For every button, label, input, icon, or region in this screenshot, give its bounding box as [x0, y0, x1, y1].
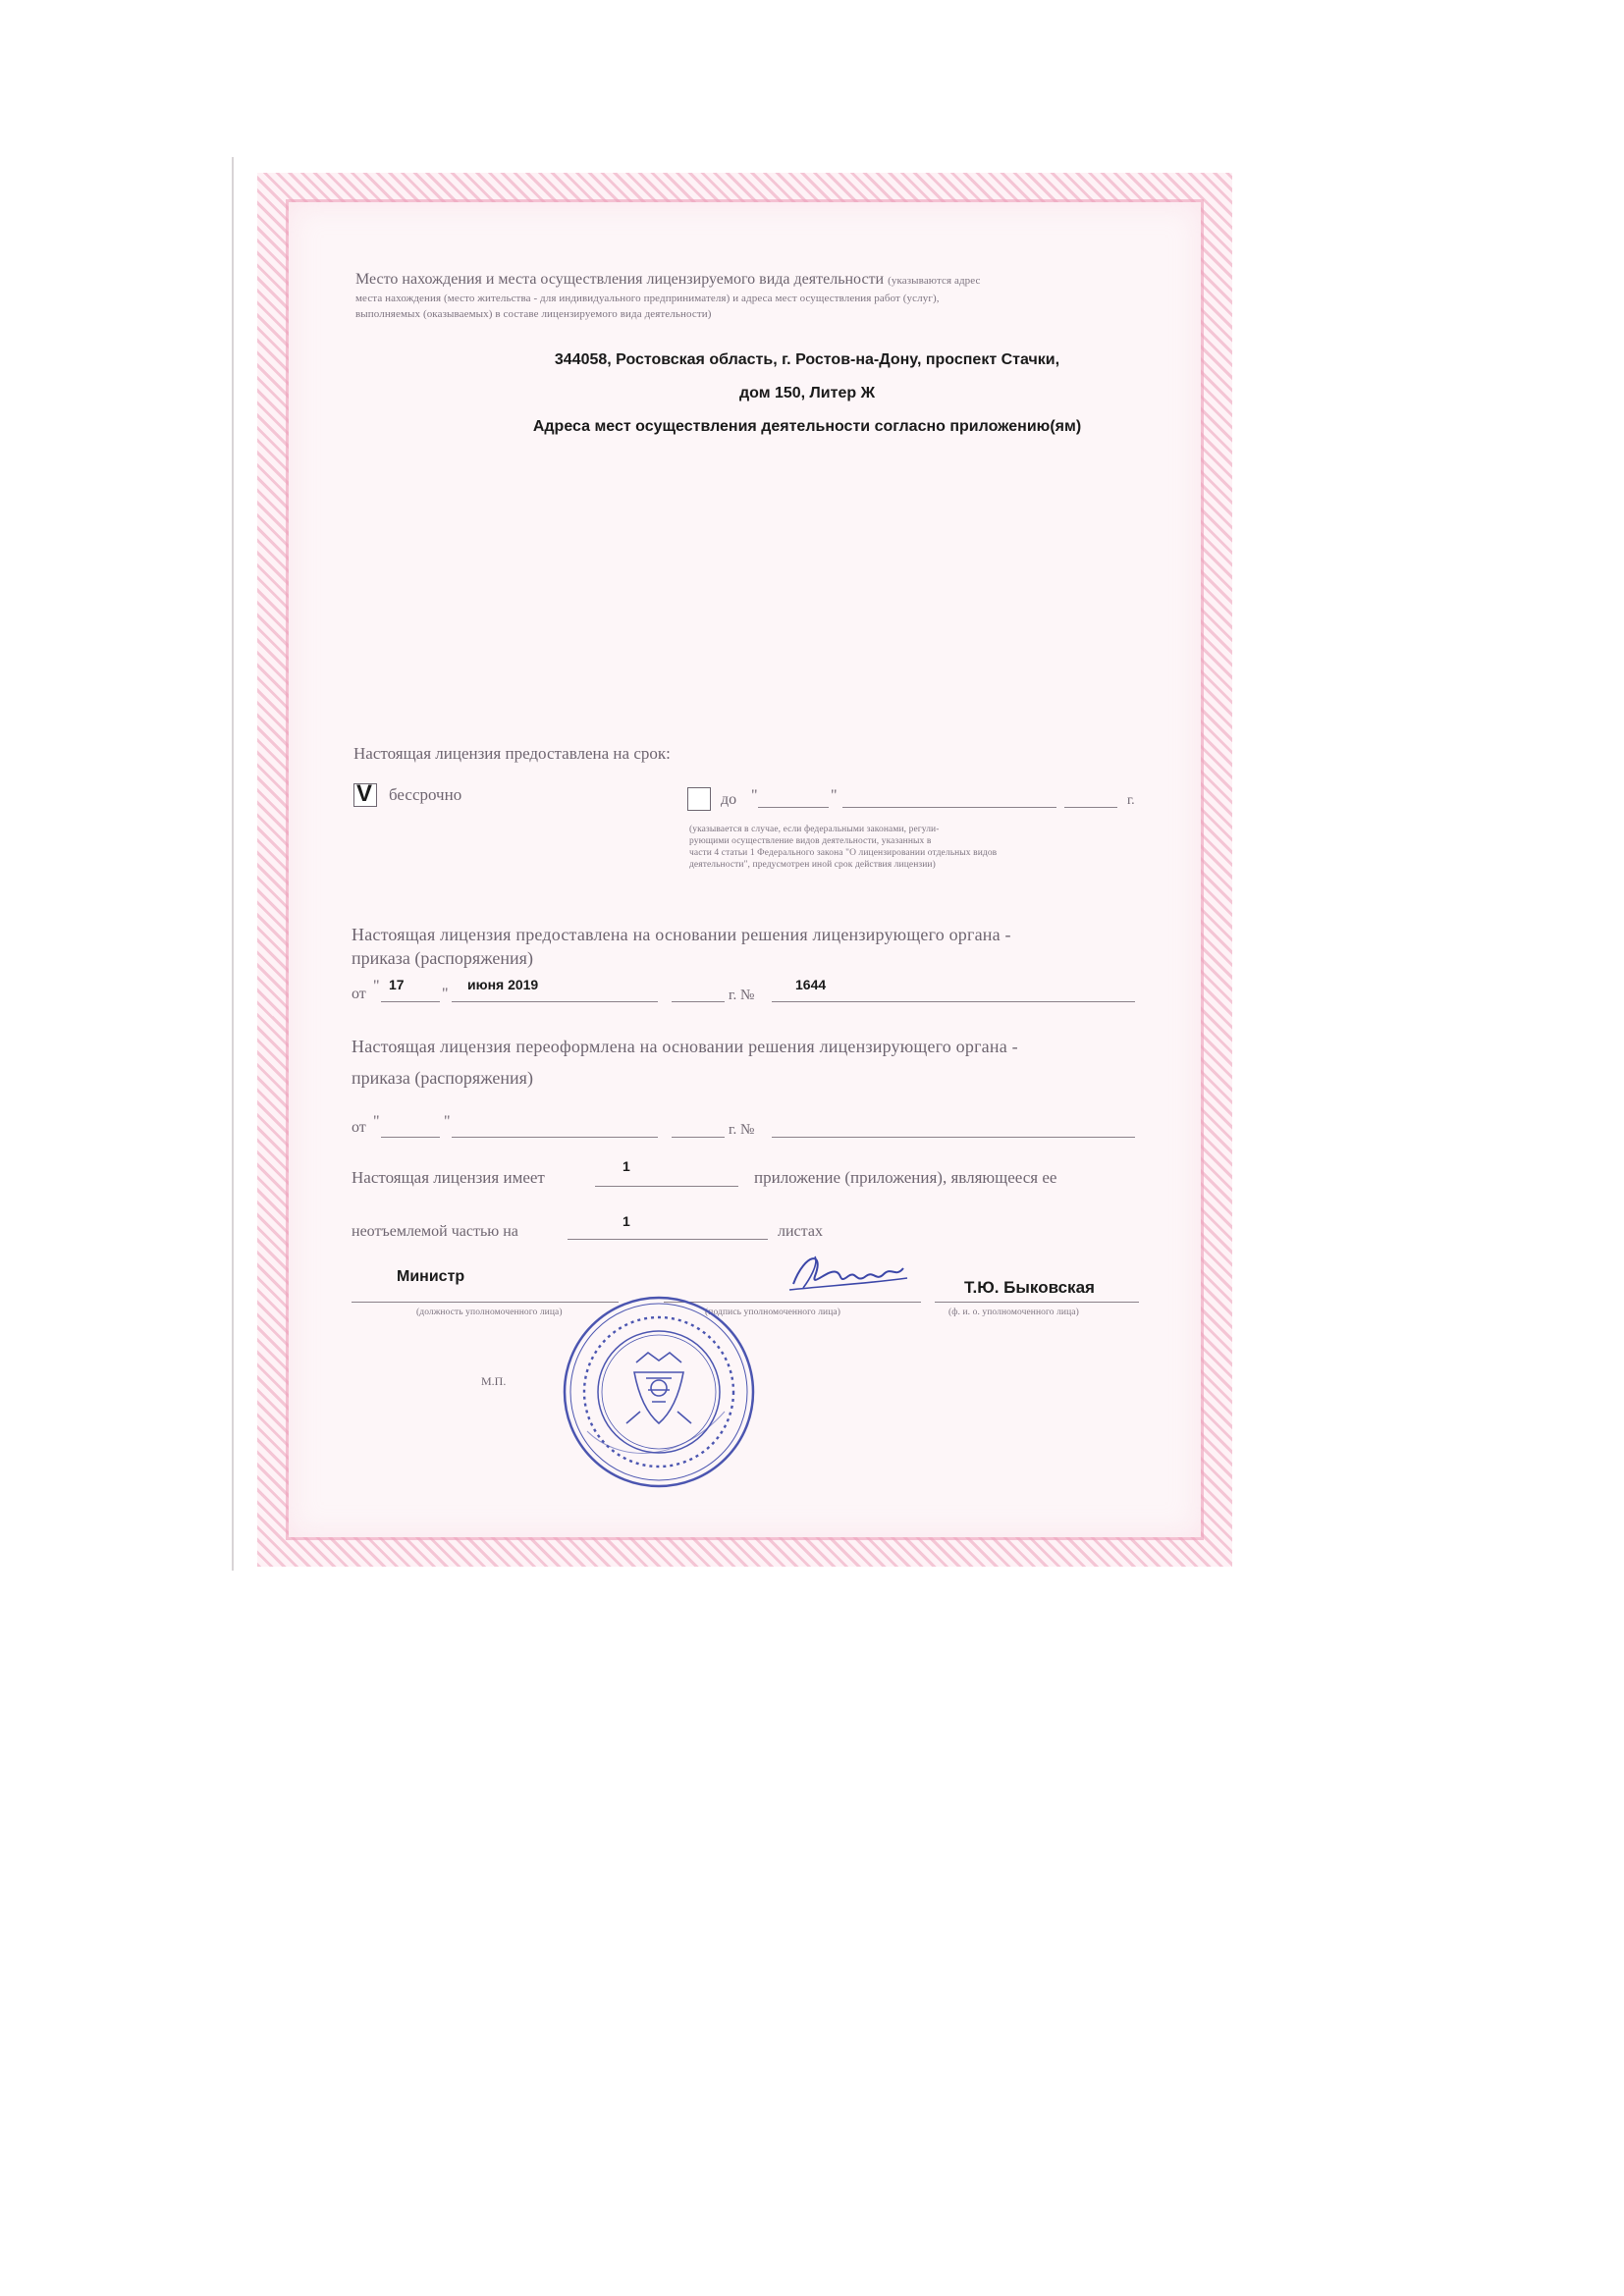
basis-day-field[interactable] [381, 1001, 440, 1002]
until-label: до [721, 791, 737, 808]
appendix-line2-suffix: листах [778, 1223, 823, 1240]
stamp-place-label: М.П. [481, 1374, 507, 1388]
basis-month-field[interactable] [452, 1001, 658, 1002]
basis-quote-open: " [373, 978, 380, 994]
reissue-day-field[interactable] [381, 1137, 440, 1138]
basis-number-field[interactable] [772, 1001, 1135, 1002]
basis-day-value: 17 [389, 977, 405, 992]
unlimited-checkbox[interactable] [353, 780, 377, 807]
until-quote-close: " [831, 787, 838, 804]
basis-number-value: 1644 [795, 977, 827, 992]
appendix-line1-suffix: приложение (приложения), являющееся ее [754, 1168, 1057, 1187]
appendix-line1-prefix: Настоящая лицензия имеет [352, 1168, 545, 1187]
location-note-line3: выполняемых (оказываемых) в составе лицензируемого вида деятельности) [355, 308, 712, 320]
reissue-number-field[interactable] [772, 1137, 1135, 1138]
reissue-line-2: приказа (распоряжения) [352, 1068, 533, 1088]
signatory-name: Т.Ю. Быковская [964, 1278, 1095, 1297]
basis-year-suffix: г. № [729, 988, 755, 1003]
location-note-line2: места нахождения (место жительства - для индивидуального предпринимателя) и адреса мест осуществления работ (услуг), [355, 293, 940, 304]
basis-quote-close: " [442, 986, 449, 1002]
until-date-checkbox[interactable] [687, 787, 711, 811]
basis-from-label: от [352, 986, 366, 1002]
reissue-quote-open: " [373, 1113, 380, 1130]
appendix-sheets-field[interactable] [568, 1239, 768, 1240]
until-quote-open: " [751, 787, 758, 804]
reissue-year-field[interactable] [672, 1137, 725, 1138]
scan-edge-line [232, 157, 234, 1571]
until-month-field[interactable] [842, 807, 1056, 808]
reissue-month-field[interactable] [452, 1137, 658, 1138]
appendix-line2-prefix: неотъемлемой частью на [352, 1223, 518, 1240]
appendix-count-value: 1 [623, 1158, 630, 1174]
position-caption: (должность уполномоченного лица) [416, 1308, 563, 1317]
reissue-line-1: Настоящая лицензия переоформлена на основании решения лицензирующего органа - [352, 1037, 1018, 1056]
address-line-3: Адреса мест осуществления деятельности согласно приложению(ям) [532, 418, 1082, 435]
appendix-count-field[interactable] [595, 1186, 738, 1187]
until-year-field[interactable] [1064, 807, 1117, 808]
basis-line-1: Настоящая лицензия предоставлена на основании решения лицензирующего органа - [352, 925, 1011, 944]
location-heading-note: (указываются адрес [888, 275, 981, 287]
address-line-1: 344058, Ростовская область, г. Ростов-на-Дону, проспект Стачки, [554, 351, 1060, 368]
reissue-year-suffix: г. № [729, 1122, 755, 1138]
reissue-quote-close: " [444, 1113, 451, 1130]
until-note-line1: (указывается в случае, если федеральными законами, регули- [689, 825, 940, 834]
until-note-line2: рующими осуществление видов деятельности, указанных в [689, 836, 932, 846]
location-heading [355, 271, 981, 289]
signatory-position: Министр [397, 1268, 465, 1285]
basis-line-2: приказа (распоряжения) [352, 948, 533, 968]
check-mark-icon: V [356, 780, 373, 807]
basis-month-year-value: июня 2019 [467, 977, 539, 992]
official-seal [558, 1294, 760, 1490]
location-heading-text: Место нахождения и места осуществления лицензируемого вида деятельности [355, 271, 885, 288]
appendix-sheets-value: 1 [623, 1213, 630, 1229]
reissue-from-label: от [352, 1119, 366, 1136]
signature-caption: (подпись уполномоченного лица) [705, 1308, 841, 1317]
until-year-suffix: г. [1127, 793, 1135, 808]
name-line [935, 1302, 1139, 1303]
unlimited-label: бессрочно [389, 785, 462, 804]
signature-image [785, 1245, 913, 1304]
basis-year-field[interactable] [672, 1001, 725, 1002]
until-note-line3: части 4 статьи 1 Федерального закона "О лицензировании отдельных видов [689, 848, 998, 858]
until-note-line4: деятельности", предусмотрен иной срок действия лицензии) [689, 860, 936, 870]
address-line-2: дом 150, Литер Ж [738, 385, 876, 401]
until-day-field[interactable] [758, 807, 829, 808]
term-label: Настоящая лицензия предоставлена на срок: [353, 744, 671, 763]
name-caption: (ф. и. о. уполномоченного лица) [948, 1308, 1079, 1317]
